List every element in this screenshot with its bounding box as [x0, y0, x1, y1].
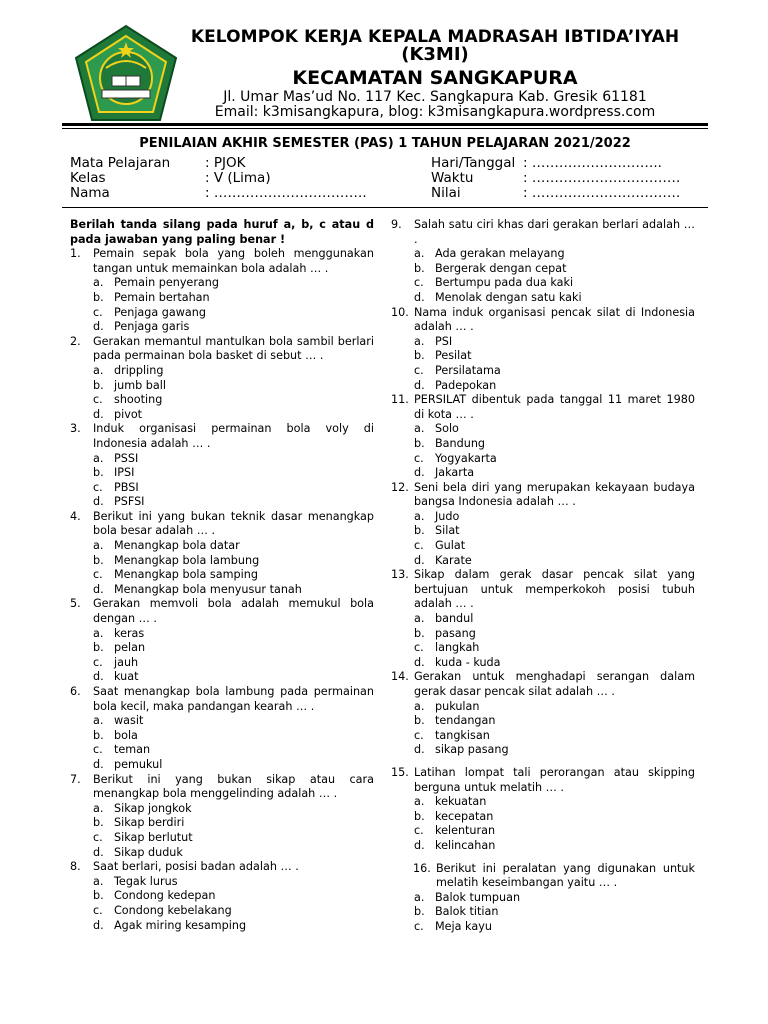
option-text: kuda - kuda — [435, 655, 501, 669]
option-text: Meja kayu — [435, 919, 492, 933]
answer-option[interactable] — [391, 743, 695, 758]
question-stem — [391, 862, 695, 891]
option-letter: b. — [93, 290, 104, 304]
info-value: : ……………………………. — [205, 185, 367, 201]
question-text: Nama induk organisasi pencak silat di Indonesia adalah … . — [414, 305, 695, 334]
question-item — [391, 568, 695, 670]
option-letter: b. — [414, 809, 425, 823]
option-text: Condong kedepan — [114, 889, 216, 903]
question-stem — [391, 568, 695, 612]
header-address: Jl. Umar Mas’ud No. 117 Kec. Sangkapura Kab. Gresik 61181 — [223, 89, 647, 105]
option-letter: a. — [93, 626, 104, 640]
option-letter: d. — [93, 582, 104, 596]
option-text: Persilatama — [435, 363, 501, 377]
option-letter: b. — [414, 524, 425, 538]
option-letter: c. — [414, 363, 424, 377]
info-row-class — [70, 171, 367, 186]
answer-option[interactable] — [70, 452, 374, 467]
option-text: pemukul — [114, 757, 163, 771]
answer-option[interactable] — [391, 524, 695, 539]
option-letter: c. — [414, 728, 424, 742]
option-text: Yogyakarta — [435, 451, 497, 465]
option-letter: b. — [414, 261, 425, 275]
option-letter: a. — [93, 363, 104, 377]
option-text: drippling — [114, 363, 164, 377]
option-text: Bertumpu pada dua kaki — [435, 276, 574, 290]
answer-option[interactable] — [70, 729, 374, 744]
option-text: Gulat — [435, 539, 466, 553]
answer-option[interactable] — [70, 495, 374, 510]
question-number: 4. — [70, 509, 81, 523]
option-text: Menangkap bola menyusur tanah — [114, 582, 302, 596]
answer-option[interactable] — [70, 889, 374, 904]
option-text: bola — [114, 728, 138, 742]
info-row-time — [431, 171, 680, 186]
answer-option[interactable] — [70, 320, 374, 335]
question-item — [70, 422, 374, 510]
option-text: kekuatan — [435, 795, 487, 809]
answer-option[interactable] — [391, 795, 695, 810]
option-letter: b. — [93, 641, 104, 655]
question-item — [70, 860, 374, 933]
option-letter: a. — [93, 801, 104, 815]
info-row-date — [431, 156, 680, 171]
answer-option[interactable] — [391, 262, 695, 277]
option-letter: b. — [93, 816, 104, 830]
exam-title: PENILAIAN AKHIR SEMESTER (PAS) 1 TAHUN PELAJARAN 2021/2022 — [139, 136, 631, 151]
option-letter: d. — [93, 670, 104, 684]
option-letter: b. — [414, 349, 425, 363]
option-letter: c. — [414, 919, 424, 933]
info-label: Kelas — [70, 170, 106, 186]
option-letter: c. — [93, 903, 103, 917]
option-letter: c. — [93, 830, 103, 844]
answer-option[interactable] — [70, 743, 374, 758]
question-stem — [70, 860, 374, 875]
option-letter: b. — [93, 378, 104, 392]
question-stem — [391, 766, 695, 795]
option-letter: b. — [93, 553, 104, 567]
option-text: Silat — [435, 524, 460, 538]
option-letter: d. — [414, 466, 425, 480]
option-text: Sikap berlutut — [114, 830, 193, 844]
header-organization: KELOMPOK KERJA KEPALA MADRASAH IBTIDA’IYAH — [190, 27, 680, 47]
info-value: : …………………………… — [523, 185, 681, 201]
answer-option[interactable] — [70, 816, 374, 831]
option-text: Sikap berdiri — [114, 816, 185, 830]
question-item — [391, 306, 695, 394]
spacer — [391, 854, 695, 862]
info-label: Waktu — [431, 170, 474, 186]
answer-option[interactable] — [70, 802, 374, 817]
question-item — [70, 247, 374, 335]
answer-option[interactable] — [70, 539, 374, 554]
question-text: Berikut ini peralatan yang digunakan untuk melatih keseimbangan yaitu … . — [436, 861, 695, 890]
question-text: Gerakan memantul mantulkan bola sambil berlari pada permainan bola basket di sebut … . — [93, 334, 374, 363]
option-text: sikap pasang — [435, 743, 509, 757]
question-text: PERSILAT dibentuk pada tanggal 11 maret 1980 di kota … . — [414, 393, 695, 421]
question-stem — [70, 685, 374, 714]
option-letter: d. — [93, 495, 104, 509]
option-letter: c. — [414, 276, 424, 290]
question-item — [70, 773, 374, 861]
question-number: 3. — [70, 422, 81, 436]
question-text: Salah satu ciri khas dari gerakan berlari adalah … . — [414, 218, 695, 246]
option-text: PBSI — [114, 480, 139, 494]
answer-option[interactable] — [70, 481, 374, 496]
answer-option[interactable] — [391, 510, 695, 525]
info-value: : PJOK — [205, 155, 246, 171]
option-text: Bergerak dengan cepat — [435, 261, 567, 275]
option-letter: a. — [414, 247, 425, 261]
option-letter: b. — [414, 905, 425, 919]
option-letter: a. — [93, 451, 104, 465]
answer-option[interactable] — [70, 714, 374, 729]
answer-option[interactable] — [70, 641, 374, 656]
student-info-left — [70, 156, 367, 201]
option-letter: a. — [414, 795, 425, 809]
answer-option[interactable] — [391, 891, 695, 906]
question-stem — [70, 335, 374, 364]
option-text: Balok tumpuan — [435, 890, 521, 904]
answer-option[interactable] — [391, 539, 695, 554]
header-rule-thick — [62, 123, 708, 126]
question-number: 11. — [391, 393, 409, 407]
option-text: kecepatan — [435, 809, 494, 823]
option-letter: d. — [93, 757, 104, 771]
option-letter: b. — [93, 728, 104, 742]
option-letter: d. — [414, 378, 425, 392]
answer-option[interactable] — [391, 612, 695, 627]
option-letter: c. — [93, 480, 103, 494]
info-rule — [62, 207, 708, 208]
answer-option[interactable] — [70, 408, 374, 423]
question-number: 5. — [70, 597, 81, 611]
option-letter: d. — [93, 845, 104, 859]
option-letter: a. — [93, 714, 104, 728]
question-item — [70, 510, 374, 598]
answer-option[interactable] — [70, 846, 374, 861]
answer-option[interactable] — [70, 554, 374, 569]
answer-option[interactable] — [391, 824, 695, 839]
option-letter: a. — [414, 699, 425, 713]
info-label: Nama — [70, 185, 110, 201]
option-text: tendangan — [435, 714, 496, 728]
option-letter: d. — [93, 407, 104, 421]
answer-option[interactable] — [391, 422, 695, 437]
option-letter: d. — [414, 838, 425, 852]
question-item — [70, 685, 374, 773]
option-letter: c. — [414, 451, 424, 465]
option-letter: c. — [93, 393, 103, 407]
option-letter: a. — [414, 612, 425, 626]
option-text: shooting — [114, 393, 163, 407]
option-letter: a. — [414, 890, 425, 904]
option-text: wasit — [114, 714, 144, 728]
option-text: bandul — [435, 612, 474, 626]
question-text: Saat berlari, posisi badan adalah … . — [93, 860, 299, 874]
question-number: 13. — [391, 568, 409, 582]
answer-option[interactable] — [391, 729, 695, 744]
answer-option[interactable] — [391, 641, 695, 656]
answer-option[interactable] — [391, 810, 695, 825]
info-label: Hari/Tanggal — [431, 155, 516, 171]
answer-option[interactable] — [391, 335, 695, 350]
answer-option[interactable] — [70, 656, 374, 671]
instruction-text: Berilah tanda silang pada huruf a, b, c atau d pada jawaban yang paling benar ! — [70, 218, 374, 246]
option-letter: c. — [93, 305, 103, 319]
option-text: Padepokan — [435, 378, 497, 392]
question-text: Pemain sepak bola yang boleh menggunakan tangan untuk memainkan bola adalah … . — [93, 247, 374, 275]
question-number: 8. — [70, 860, 81, 874]
option-text: IPSI — [114, 466, 135, 480]
question-number: 6. — [70, 685, 81, 698]
answer-option[interactable] — [391, 276, 695, 291]
option-text: kelenturan — [435, 824, 496, 838]
info-row-score — [431, 186, 680, 201]
answer-option[interactable] — [391, 920, 695, 935]
question-number: 1. — [70, 247, 81, 261]
option-text: kuat — [114, 670, 139, 684]
answer-option[interactable] — [70, 758, 374, 773]
answer-option[interactable] — [70, 670, 374, 685]
option-letter: d. — [414, 743, 425, 757]
question-number: 9. — [391, 218, 402, 231]
option-text: pukulan — [435, 699, 480, 713]
answer-option[interactable] — [70, 831, 374, 846]
question-item — [391, 862, 695, 935]
option-text: Menangkap bola lambung — [114, 553, 260, 567]
answer-option[interactable] — [391, 291, 695, 306]
question-stem — [70, 247, 374, 276]
answer-option[interactable] — [70, 364, 374, 379]
option-text: kelincahan — [435, 838, 496, 852]
answer-option[interactable] — [391, 452, 695, 467]
option-text: Jakarta — [435, 466, 475, 480]
question-number: 14. — [391, 670, 409, 684]
question-stem — [70, 422, 374, 451]
answer-option[interactable] — [391, 656, 695, 671]
question-number: 2. — [70, 334, 81, 348]
option-text: Tegak lurus — [114, 874, 178, 888]
answer-option[interactable] — [70, 379, 374, 394]
option-text: pasang — [435, 626, 476, 640]
answer-option[interactable] — [70, 568, 374, 583]
question-stem — [391, 670, 695, 699]
option-text: Menolak dengan satu kaki — [435, 290, 582, 304]
question-item — [391, 393, 695, 481]
option-letter: b. — [93, 889, 104, 903]
header-abbreviation: (K3MI) — [401, 44, 469, 65]
answer-option[interactable] — [391, 379, 695, 394]
option-letter: d. — [93, 320, 104, 334]
answer-option[interactable] — [70, 291, 374, 306]
questions-column-right — [391, 218, 695, 935]
option-letter: a. — [93, 276, 104, 290]
question-text: Berikut ini yang bukan teknik dasar menangkap bola besar adalah … . — [93, 509, 374, 538]
option-text: Pesilat — [435, 349, 472, 363]
answer-option[interactable] — [70, 393, 374, 408]
info-value: : …………………………… — [523, 170, 681, 186]
option-text: langkah — [435, 641, 480, 655]
question-stem — [391, 393, 695, 422]
question-number: 15. — [391, 765, 409, 779]
answer-option[interactable] — [391, 627, 695, 642]
answer-option[interactable] — [70, 583, 374, 598]
answer-option[interactable] — [391, 349, 695, 364]
question-stem — [391, 481, 695, 510]
option-text: Karate — [435, 553, 472, 567]
option-text: Sikap duduk — [114, 845, 183, 859]
info-value: : V (Lima) — [205, 170, 271, 186]
option-text: pivot — [114, 407, 143, 421]
question-stem — [391, 218, 695, 247]
answer-option[interactable] — [70, 466, 374, 481]
answer-option[interactable] — [391, 905, 695, 920]
question-number: 10. — [391, 305, 409, 319]
option-text: Menangkap bola datar — [114, 539, 240, 553]
option-text: PSFSI — [114, 495, 145, 509]
question-text: Saat menangkap bola lambung pada permainan bola kecil, maka pandangan kearah … . — [93, 685, 374, 713]
option-letter: a. — [414, 422, 425, 436]
option-letter: a. — [93, 874, 104, 888]
option-text: PSI — [435, 334, 453, 348]
option-letter: b. — [414, 714, 425, 728]
option-text: Penjaga gawang — [114, 305, 206, 319]
question-item — [70, 597, 374, 685]
answer-option[interactable] — [70, 627, 374, 642]
answer-option[interactable] — [391, 437, 695, 452]
option-letter: c. — [93, 568, 103, 582]
option-text: keras — [114, 626, 145, 640]
answer-option[interactable] — [391, 554, 695, 569]
header-contact: Email: k3misangkapura, blog: k3misangkapura.wordpress.com — [214, 104, 656, 120]
option-text: pelan — [114, 641, 146, 655]
option-text: Condong kebelakang — [114, 903, 232, 917]
question-stem — [70, 597, 374, 626]
option-text: Agak miring kesamping — [114, 918, 247, 932]
question-text: Berikut ini yang bukan sikap atau cara menangkap bola menggelinding adalah … . — [93, 772, 374, 801]
option-letter: a. — [93, 539, 104, 553]
question-text: Induk organisasi permainan bola voly di Indonesia adalah … . — [93, 422, 374, 450]
answer-option[interactable] — [70, 919, 374, 934]
option-text: teman — [114, 743, 151, 757]
question-text: Seni bela diri yang merupakan kekayaan budaya bangsa Indonesia adalah … . — [414, 480, 695, 509]
answer-option[interactable] — [70, 875, 374, 890]
answer-option[interactable] — [70, 306, 374, 321]
option-letter: b. — [414, 436, 425, 450]
question-item — [391, 670, 695, 758]
answer-option[interactable] — [391, 714, 695, 729]
option-text: Pemain bertahan — [114, 290, 210, 304]
option-letter: c. — [93, 743, 103, 757]
option-letter: a. — [414, 509, 425, 523]
question-stem — [70, 510, 374, 539]
option-letter: a. — [414, 334, 425, 348]
option-text: Menangkap bola samping — [114, 568, 258, 582]
info-label: Nilai — [431, 185, 461, 201]
question-item — [391, 766, 695, 854]
answer-option[interactable] — [391, 466, 695, 481]
option-text: Bandung — [435, 436, 486, 450]
question-stem — [391, 306, 695, 335]
question-text: Gerakan untuk menghadapi serangan dalam gerak dasar pencak silat adalah … . — [414, 670, 695, 698]
header-rule-thin — [62, 128, 708, 129]
option-letter: d. — [414, 553, 425, 567]
option-letter: c. — [93, 655, 103, 669]
option-text: Penjaga garis — [114, 320, 190, 334]
option-letter: d. — [414, 290, 425, 304]
option-text: PSSI — [114, 451, 139, 465]
question-text: Latihan lompat tali perorangan atau skipping berguna untuk melatih … . — [414, 765, 695, 794]
question-item — [391, 481, 695, 569]
answer-option[interactable] — [70, 276, 374, 291]
option-letter: c. — [414, 641, 424, 655]
question-stem — [70, 773, 374, 802]
option-text: Balok titian — [435, 905, 499, 919]
question-text: Gerakan memvoli bola adalah memukul bola dengan … . — [93, 597, 374, 626]
answer-option[interactable] — [70, 904, 374, 919]
option-text: Solo — [435, 422, 459, 436]
info-label: Mata Pelajaran — [70, 155, 171, 171]
question-number: 12. — [391, 480, 409, 494]
answer-option[interactable] — [391, 364, 695, 379]
option-letter: b. — [93, 466, 104, 480]
option-text: jumb ball — [114, 378, 166, 392]
answer-option[interactable] — [391, 700, 695, 715]
option-text: Judo — [435, 509, 460, 523]
spacer — [391, 758, 695, 766]
option-letter: d. — [414, 655, 425, 669]
header-district: KECAMATAN SANGKAPURA — [292, 67, 578, 89]
info-value: : ……………………….. — [523, 155, 662, 171]
option-text: tangkisan — [435, 728, 490, 742]
option-letter: d. — [93, 918, 104, 932]
question-number: 7. — [70, 772, 81, 786]
info-row-name — [70, 186, 367, 201]
option-letter: b. — [414, 626, 425, 640]
option-text: Pemain penyerang — [114, 276, 219, 290]
question-text: Sikap dalam gerak dasar pencak silat yang bertujuan untuk memperkokoh posisi tubuh adalah … . — [414, 568, 695, 611]
option-letter: c. — [414, 824, 424, 838]
question-number: 16. — [413, 861, 431, 875]
option-text: jauh — [114, 655, 139, 669]
question-item — [70, 335, 374, 423]
option-letter: c. — [414, 539, 424, 553]
info-row-subject — [70, 156, 367, 171]
answer-option[interactable] — [391, 839, 695, 854]
questions-column-left — [70, 218, 374, 933]
question-item — [391, 218, 695, 306]
student-info-right — [431, 156, 680, 201]
option-text: Sikap jongkok — [114, 801, 192, 815]
answer-option[interactable] — [391, 247, 695, 262]
option-text: Ada gerakan melayang — [435, 247, 565, 261]
